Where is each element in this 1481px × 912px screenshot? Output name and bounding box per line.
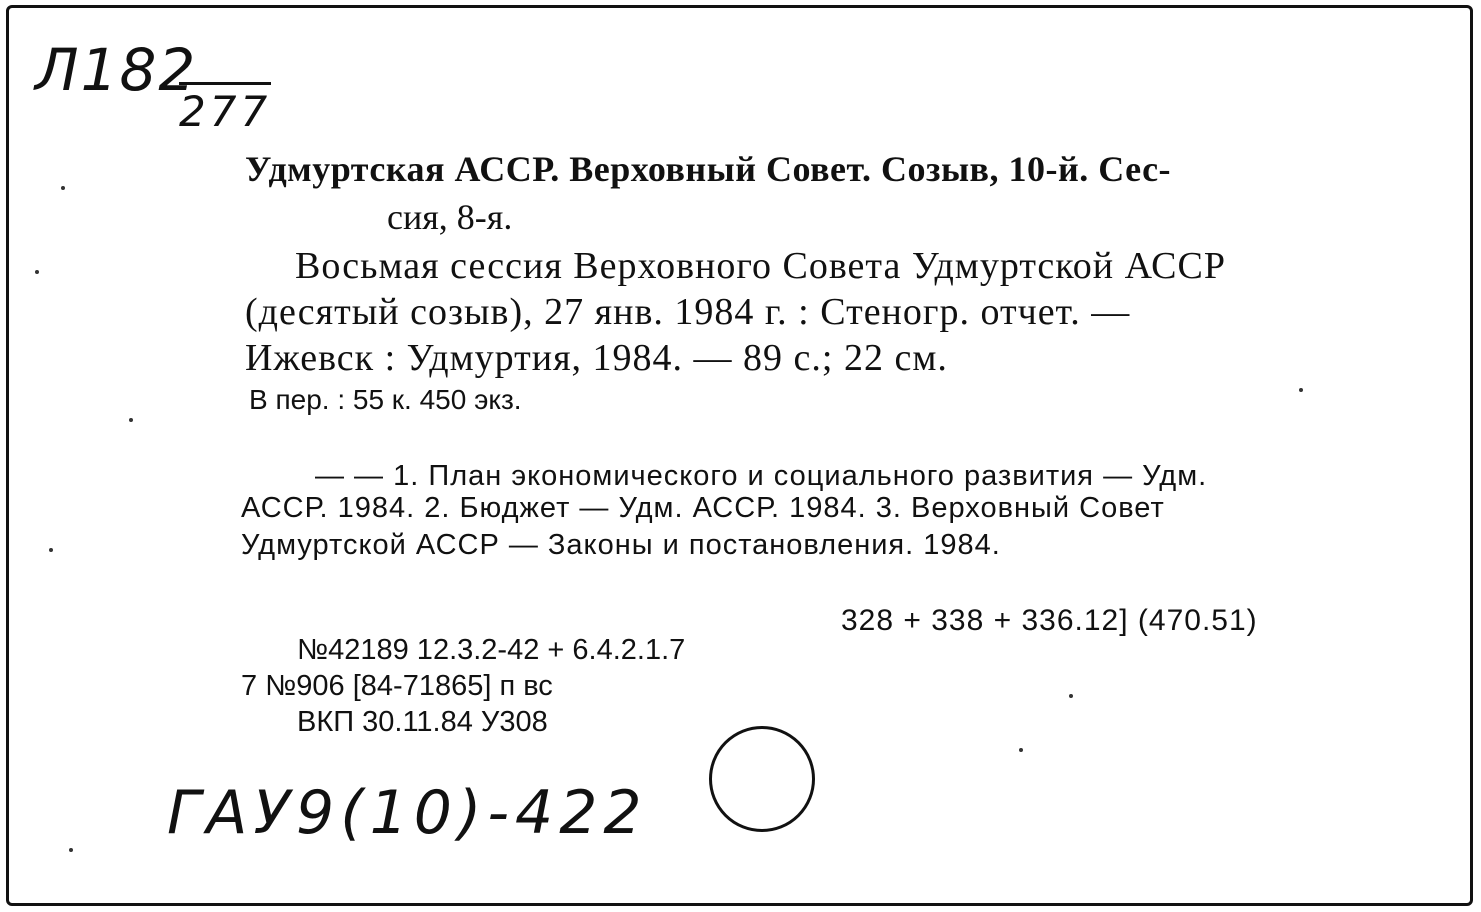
speck bbox=[1069, 694, 1073, 698]
entry-imprint-line: Ижевск : Удмуртия, 1984. — 89 с.; 22 см. bbox=[245, 337, 948, 379]
speck bbox=[49, 548, 53, 552]
entry-heading-line-1: Удмуртская АССР. Верховный Совет. Созыв, 10-й. Сес- bbox=[245, 149, 1172, 189]
subject-headings-line-3: Удмуртской АССР — Законы и постановления. 1984. bbox=[241, 529, 1001, 561]
speck bbox=[35, 270, 39, 274]
handwritten-shelf-subnumber: 277 bbox=[179, 82, 271, 136]
catalog-code-line-2: 7 №906 [84-71865] п вс bbox=[241, 670, 553, 702]
speck bbox=[1019, 748, 1023, 752]
entry-title-line-2: (десятый созыв), 27 янв. 1984 г. : Стеногр. отчет. — bbox=[245, 291, 1131, 333]
speck bbox=[1299, 388, 1303, 392]
speck bbox=[129, 418, 133, 422]
entry-heading-line-2: сия, 8-я. bbox=[387, 197, 513, 237]
circle-stamp bbox=[709, 726, 815, 832]
catalog-code-line-1: №42189 12.3.2-42 + 6.4.2.1.7 bbox=[297, 634, 686, 666]
handwritten-bottom-note: ГАУ9(10)-422 bbox=[167, 778, 648, 848]
speck bbox=[69, 848, 73, 852]
speck bbox=[61, 186, 65, 190]
entry-title-line-1: Восьмая сессия Верховного Совета Удмуртской АССР bbox=[295, 245, 1226, 287]
classification-index: 328 + 338 + 336.12] (470.51) bbox=[841, 604, 1258, 637]
catalog-code-line-3: ВКП 30.11.84 У308 bbox=[297, 706, 548, 738]
handwritten-shelf-mark: Л182 bbox=[35, 36, 198, 104]
subject-headings-line-1: — — 1. План экономического и социального развития — Удм. bbox=[315, 460, 1208, 492]
catalog-card bbox=[6, 5, 1473, 906]
price-edition-line: В пер. : 55 к. 450 экз. bbox=[249, 384, 522, 415]
subject-headings-line-2: АССР. 1984. 2. Бюджет — Удм. АССР. 1984. 3. Верховный Совет bbox=[241, 492, 1165, 524]
